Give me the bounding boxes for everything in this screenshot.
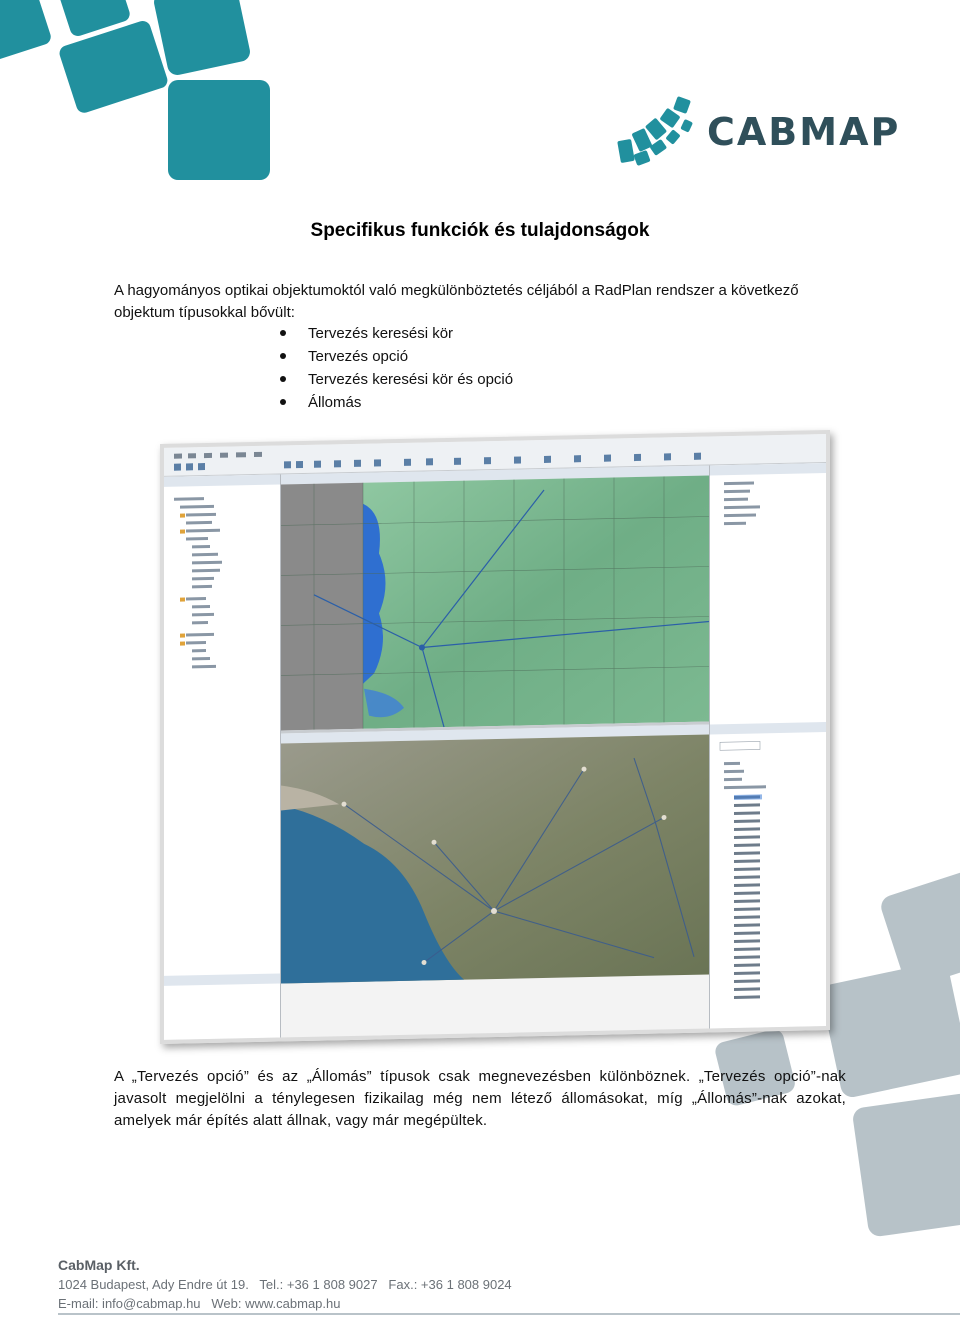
logo-mark-icon: [615, 90, 705, 170]
list-item: Állomás: [278, 391, 513, 414]
list-item: Tervezés opció: [278, 345, 513, 368]
page-title: Specifikus funkciók és tulajdonságok: [310, 220, 650, 241]
footer-address: 1024 Budapest, Ady Endre út 19. Tel.: +36 1 808 9027 Fax.: +36 1 808 9024: [58, 1277, 512, 1292]
list-item: Tervezés keresési kör és opció: [278, 368, 513, 391]
object-type-list: [278, 322, 513, 414]
footer-company: CabMap Kft.: [58, 1257, 140, 1273]
intro-paragraph: A hagyományos optikai objektumoktól való megkülönböztetés céljából a RadPlan rendszer a következő objektum típusokkal bővült:: [114, 282, 799, 321]
footer: [58, 1256, 512, 1313]
footer-contact: E-mail: info@cabmap.hu Web: www.cabmap.hu: [58, 1296, 341, 1311]
cabmap-logo: [615, 90, 901, 170]
radplan-screenshot: [160, 430, 830, 1044]
logo-text: CABMAP: [707, 110, 901, 154]
footer-divider: [58, 1313, 960, 1315]
list-item: Tervezés keresési kör: [278, 322, 513, 345]
radplan-screenshot-image: [164, 434, 826, 1040]
caption-paragraph: A „Tervezés opció” és az „Állomás” típusok csak megnevezésben különböznek. „Tervezés opció”-nak javasolt megjelölni a ténylegesen fizikailag még nem létező állomásokat, míg „Állomás”-nak azokat, amelyek már építés alatt állnak, vagy már megépültek.: [114, 1068, 846, 1129]
